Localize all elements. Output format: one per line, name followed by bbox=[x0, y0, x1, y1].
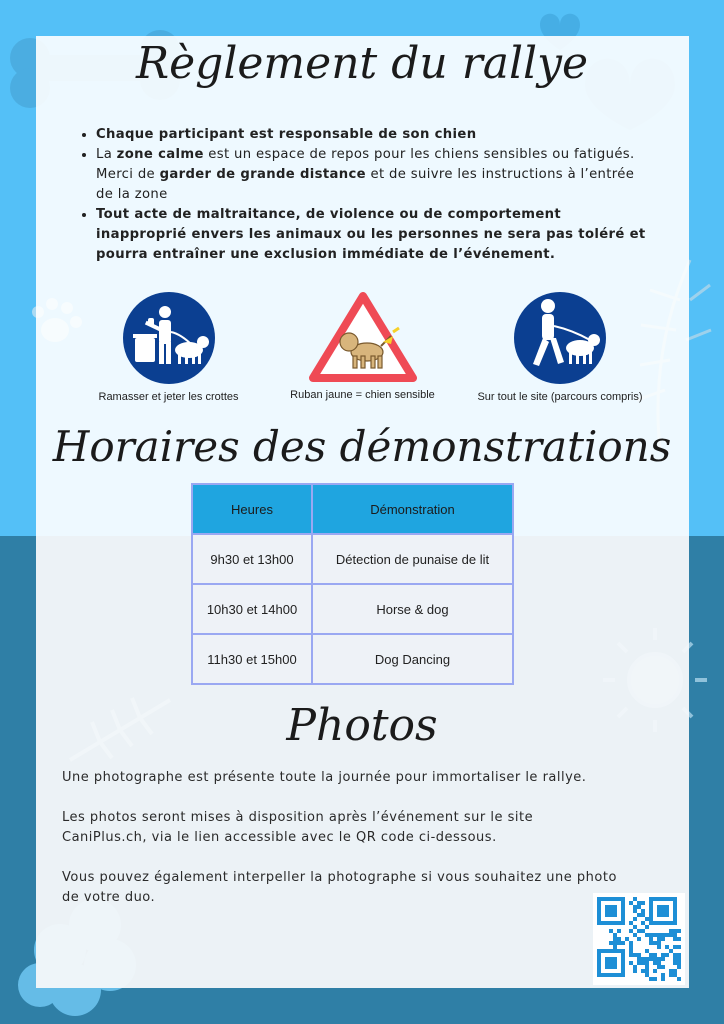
sign-yellow-ribbon bbox=[285, 290, 440, 401]
rule-item bbox=[96, 125, 653, 145]
paragraph: Une photographe est présente toute la journée pour immortaliser le rallye. bbox=[62, 770, 587, 785]
rules-title: Règlement du rallye bbox=[135, 38, 588, 89]
paragraph: Les photos seront mises à disposition après l’événement sur le site CaniPlus.ch, via le lien accessible avec le QR code ci-dessous. bbox=[62, 810, 534, 845]
rule-item bbox=[96, 205, 653, 265]
table-header-cell: Heures bbox=[192, 484, 312, 534]
pick-up-poop-icon bbox=[121, 290, 217, 386]
dog-on-leash-icon bbox=[512, 290, 608, 386]
table-cell: 11h30 et 15h00 bbox=[192, 634, 312, 684]
rule-text: est un espace de repos pour les chiens sensibles ou fatigués. Merci de bbox=[96, 147, 635, 182]
sign-leash bbox=[470, 290, 650, 403]
table-cell: 9h30 et 13h00 bbox=[192, 534, 312, 584]
rule-text-bold: garder de grande distance bbox=[159, 167, 366, 182]
rule-item bbox=[96, 145, 653, 205]
table-header-cell: Démonstration bbox=[312, 484, 513, 534]
table-header-row bbox=[192, 484, 513, 534]
table-cell: Dog Dancing bbox=[312, 634, 513, 684]
rule-text: et de suivre les instructions à l’entrée de la zone bbox=[96, 167, 635, 202]
qr-code[interactable] bbox=[593, 893, 685, 985]
rule-text-bold: Chaque participant est responsable de son chien bbox=[96, 127, 477, 142]
photos-text bbox=[62, 768, 622, 928]
sign-caption: Ramasser et jeter les crottes bbox=[98, 391, 239, 403]
rule-text-bold: zone calme bbox=[116, 147, 204, 162]
table-row bbox=[192, 584, 513, 634]
sign-caption: Ruban jaune = chien sensible bbox=[290, 389, 435, 401]
paragraph: Vous pouvez également interpeller la photographe si vous souhaitez une photo de votre duo. bbox=[62, 870, 617, 905]
schedule-title: Horaires des démonstrations bbox=[52, 422, 672, 471]
rules-list bbox=[78, 125, 653, 265]
photos-title: Photos bbox=[286, 700, 438, 751]
table-cell: 10h30 et 14h00 bbox=[192, 584, 312, 634]
rule-text-bold: Tout acte de maltraitance, de violence ou de comportement inapproprié envers les animaux ou les personnes ne sera pas toléré et pourra entraîner une exclusion immédiate de l’événement. bbox=[96, 207, 646, 262]
table-row bbox=[192, 634, 513, 684]
table-cell: Détection de punaise de lit bbox=[312, 534, 513, 584]
yellow-ribbon-warning-icon bbox=[307, 290, 419, 386]
table-cell: Horse & dog bbox=[312, 584, 513, 634]
rule-text: La bbox=[96, 147, 117, 162]
table-row bbox=[192, 534, 513, 584]
sign-pick-up bbox=[86, 290, 251, 403]
schedule-table bbox=[191, 483, 514, 685]
sign-caption: Sur tout le site (parcours compris) bbox=[477, 391, 643, 403]
